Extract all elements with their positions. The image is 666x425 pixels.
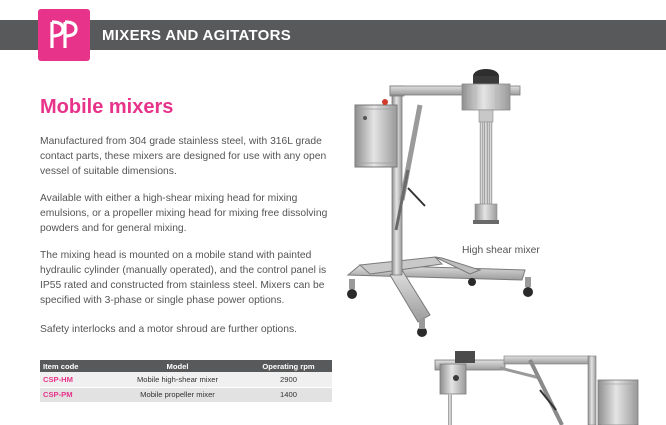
brand-logo [38, 9, 90, 61]
caster-wheels [347, 277, 533, 337]
description-paragraph: The mixing head is mounted on a mobile stand with painted hydraulic cylinder (manually operated), and the control panel is IP55 rated and constructed from stainless steel. Mixers can be specified with 3-phase or single phase power options. [40, 250, 327, 306]
brand-logo-icon [44, 18, 84, 52]
image-caption: High shear mixer [462, 245, 540, 256]
product-table [40, 360, 332, 403]
header-title: MIXERS AND AGITATORS [102, 27, 292, 44]
table-row [40, 372, 332, 387]
description-paragraph: Safety interlocks and a motor shroud are further options. [40, 324, 297, 335]
description-paragraph: Available with either a high-shear mixing head for mixing emulsions, or a propeller mixing head for mixing free dissolving powders and for general mixing. [40, 193, 328, 234]
description-paragraph: Manufactured from 304 grade stainless steel, with 316L grade contact parts, these mixers are designed for use with any open vessel of suitable dimensions. [40, 136, 327, 177]
control-panel [355, 99, 397, 167]
column-header-operating-rpm: Operating rpm [245, 360, 332, 372]
table-header-row [40, 360, 332, 372]
propeller-mixer [435, 351, 638, 425]
header-band [0, 20, 666, 50]
mixer-head [462, 69, 510, 224]
section-title: Mobile mixers [40, 96, 174, 118]
column-header-model: Model [110, 360, 245, 372]
column-header-item-code: Item code [40, 360, 110, 372]
mixer-illustration [330, 60, 666, 425]
item-code-cell: CSP-HM [40, 372, 110, 387]
rpm-cell: 1400 [245, 387, 332, 402]
table-row [40, 387, 332, 402]
rpm-cell: 2900 [245, 372, 332, 387]
model-cell: Mobile high-shear mixer [110, 372, 245, 387]
mixer-base [348, 257, 525, 322]
model-cell: Mobile propeller mixer [110, 387, 245, 402]
item-code-cell: CSP-PM [40, 387, 110, 402]
